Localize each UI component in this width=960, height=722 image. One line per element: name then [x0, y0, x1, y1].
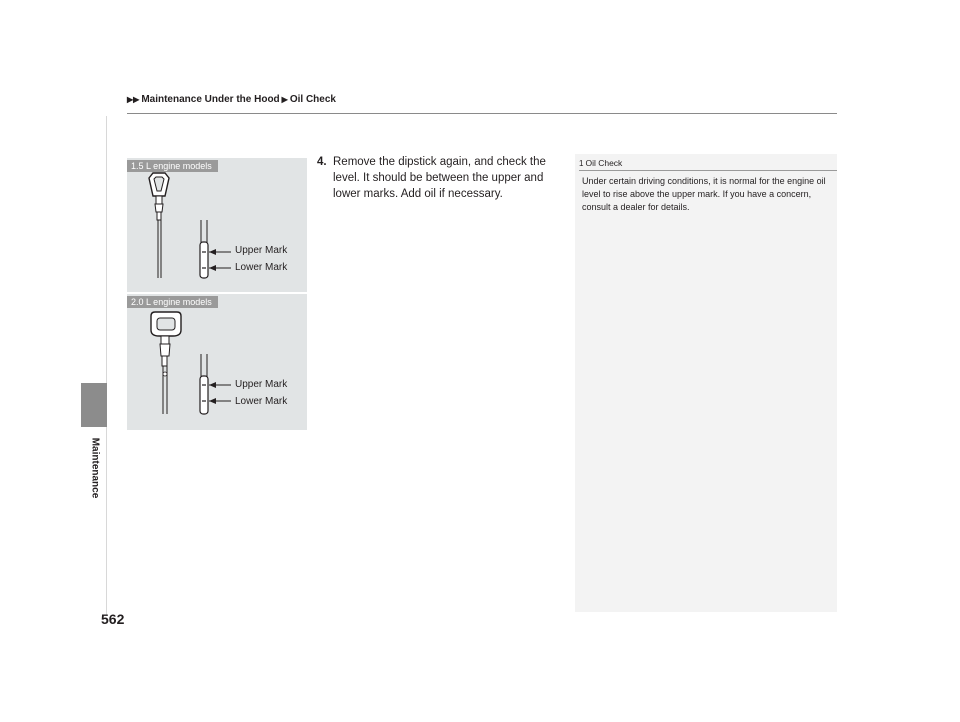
lower-mark-label: Lower Mark: [235, 262, 288, 273]
note-title: Oil Check: [585, 158, 623, 168]
note-number-icon: 1: [579, 158, 584, 168]
dipstick-illustration-2-0l: [127, 294, 307, 430]
note-divider: [579, 170, 837, 171]
breadcrumb-separator-icon: ▶: [281, 95, 288, 104]
note-body: Under certain driving conditions, it is normal for the engine oil level to rise above the upper mark. If you have a concern, consult a dealer for details.: [582, 176, 826, 212]
upper-mark-label: Upper Mark: [235, 245, 288, 256]
side-divider: [106, 116, 107, 616]
lower-mark-label: Lower Mark: [235, 396, 288, 407]
instruction-step: [317, 154, 557, 202]
note-box: [575, 154, 837, 612]
figure-panel-1-5l: [127, 158, 307, 292]
chapter-tab-marker: [81, 383, 107, 427]
breadcrumb-topic[interactable]: Oil Check: [289, 94, 336, 105]
note-header: [579, 158, 622, 168]
page-number: 562: [101, 611, 125, 627]
chapter-tab-label: Maintenance: [89, 437, 101, 499]
breadcrumb-section[interactable]: Maintenance Under the Hood: [141, 94, 280, 105]
header-divider: [127, 113, 837, 114]
breadcrumb-arrow-icon: ▶▶: [127, 95, 140, 104]
step-number: 4.: [317, 156, 327, 168]
figure-panel-2-0l: [127, 294, 307, 430]
upper-mark-label: Upper Mark: [235, 379, 288, 390]
breadcrumb: [127, 94, 336, 105]
step-text: Remove the dipstick again, and check the level. It should be between the upper and lower marks. Add oil if necessary.: [333, 156, 546, 200]
engine-model-tag: 2.0 L engine models: [127, 296, 218, 308]
engine-model-tag: 1.5 L engine models: [127, 160, 218, 172]
